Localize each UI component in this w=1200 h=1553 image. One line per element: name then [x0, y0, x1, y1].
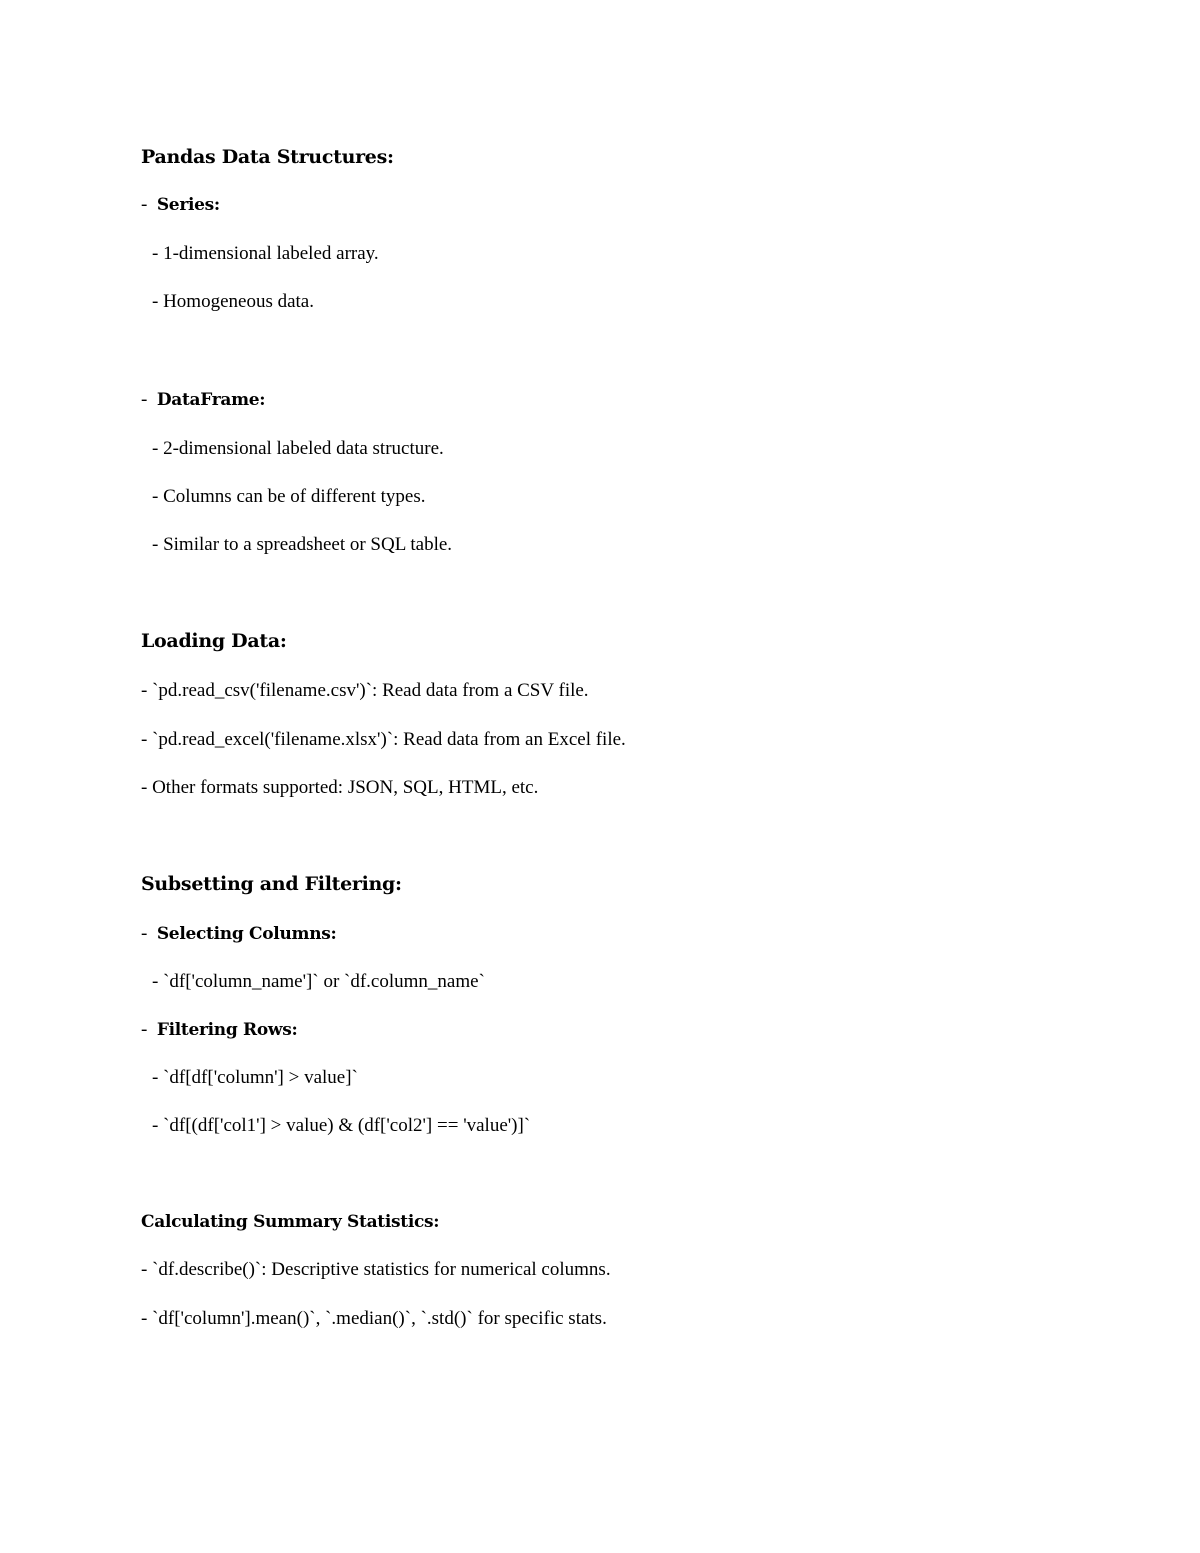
filtering-rows-point: - `df[df['column'] > value]`	[152, 1067, 358, 1088]
summary-stats-point: - `df.describe()`: Descriptive statistics for numerical columns.	[141, 1259, 611, 1280]
series-point: - 1-dimensional labeled array.	[152, 243, 379, 264]
selecting-columns-point: - `df['column_name']` or `df.column_name`	[152, 971, 485, 992]
filtering-rows-item	[141, 1018, 298, 1042]
selecting-columns-item	[141, 922, 337, 946]
section-heading-loading-data: Loading Data:	[141, 630, 287, 652]
section-heading-summary-stats: Calculating Summary Statistics:	[141, 1212, 440, 1232]
dataframe-point: - Columns can be of different types.	[152, 486, 426, 507]
loading-data-point: - `pd.read_excel('filename.xlsx')`: Read data from an Excel file.	[141, 729, 626, 750]
loading-data-point: - Other formats supported: JSON, SQL, HTML, etc.	[141, 777, 539, 798]
series-dash: -	[141, 194, 148, 215]
section-heading-data-structures: Pandas Data Structures:	[141, 146, 394, 168]
selecting-dash: -	[141, 923, 148, 944]
summary-stats-point: - `df['column'].mean()`, `.median()`, `.std()` for specific stats.	[141, 1308, 607, 1329]
series-point: - Homogeneous data.	[152, 291, 314, 312]
dataframe-point: - 2-dimensional labeled data structure.	[152, 438, 444, 459]
filtering-rows-point: - `df[(df['col1'] > value) & (df['col2'] == 'value')]`	[152, 1115, 531, 1136]
series-item	[141, 193, 220, 217]
dataframe-item	[141, 388, 265, 412]
dataframe-dash: -	[141, 389, 148, 410]
dataframe-label: DataFrame:	[156, 390, 266, 410]
loading-data-point: - `pd.read_csv('filename.csv')`: Read data from a CSV file.	[141, 680, 589, 701]
series-label: Series:	[156, 195, 220, 215]
filtering-dash: -	[141, 1019, 148, 1040]
dataframe-point: - Similar to a spreadsheet or SQL table.	[152, 534, 453, 555]
selecting-columns-label: Selecting Columns:	[156, 924, 337, 944]
filtering-rows-label: Filtering Rows:	[156, 1020, 298, 1040]
section-heading-subsetting: Subsetting and Filtering:	[141, 873, 402, 895]
